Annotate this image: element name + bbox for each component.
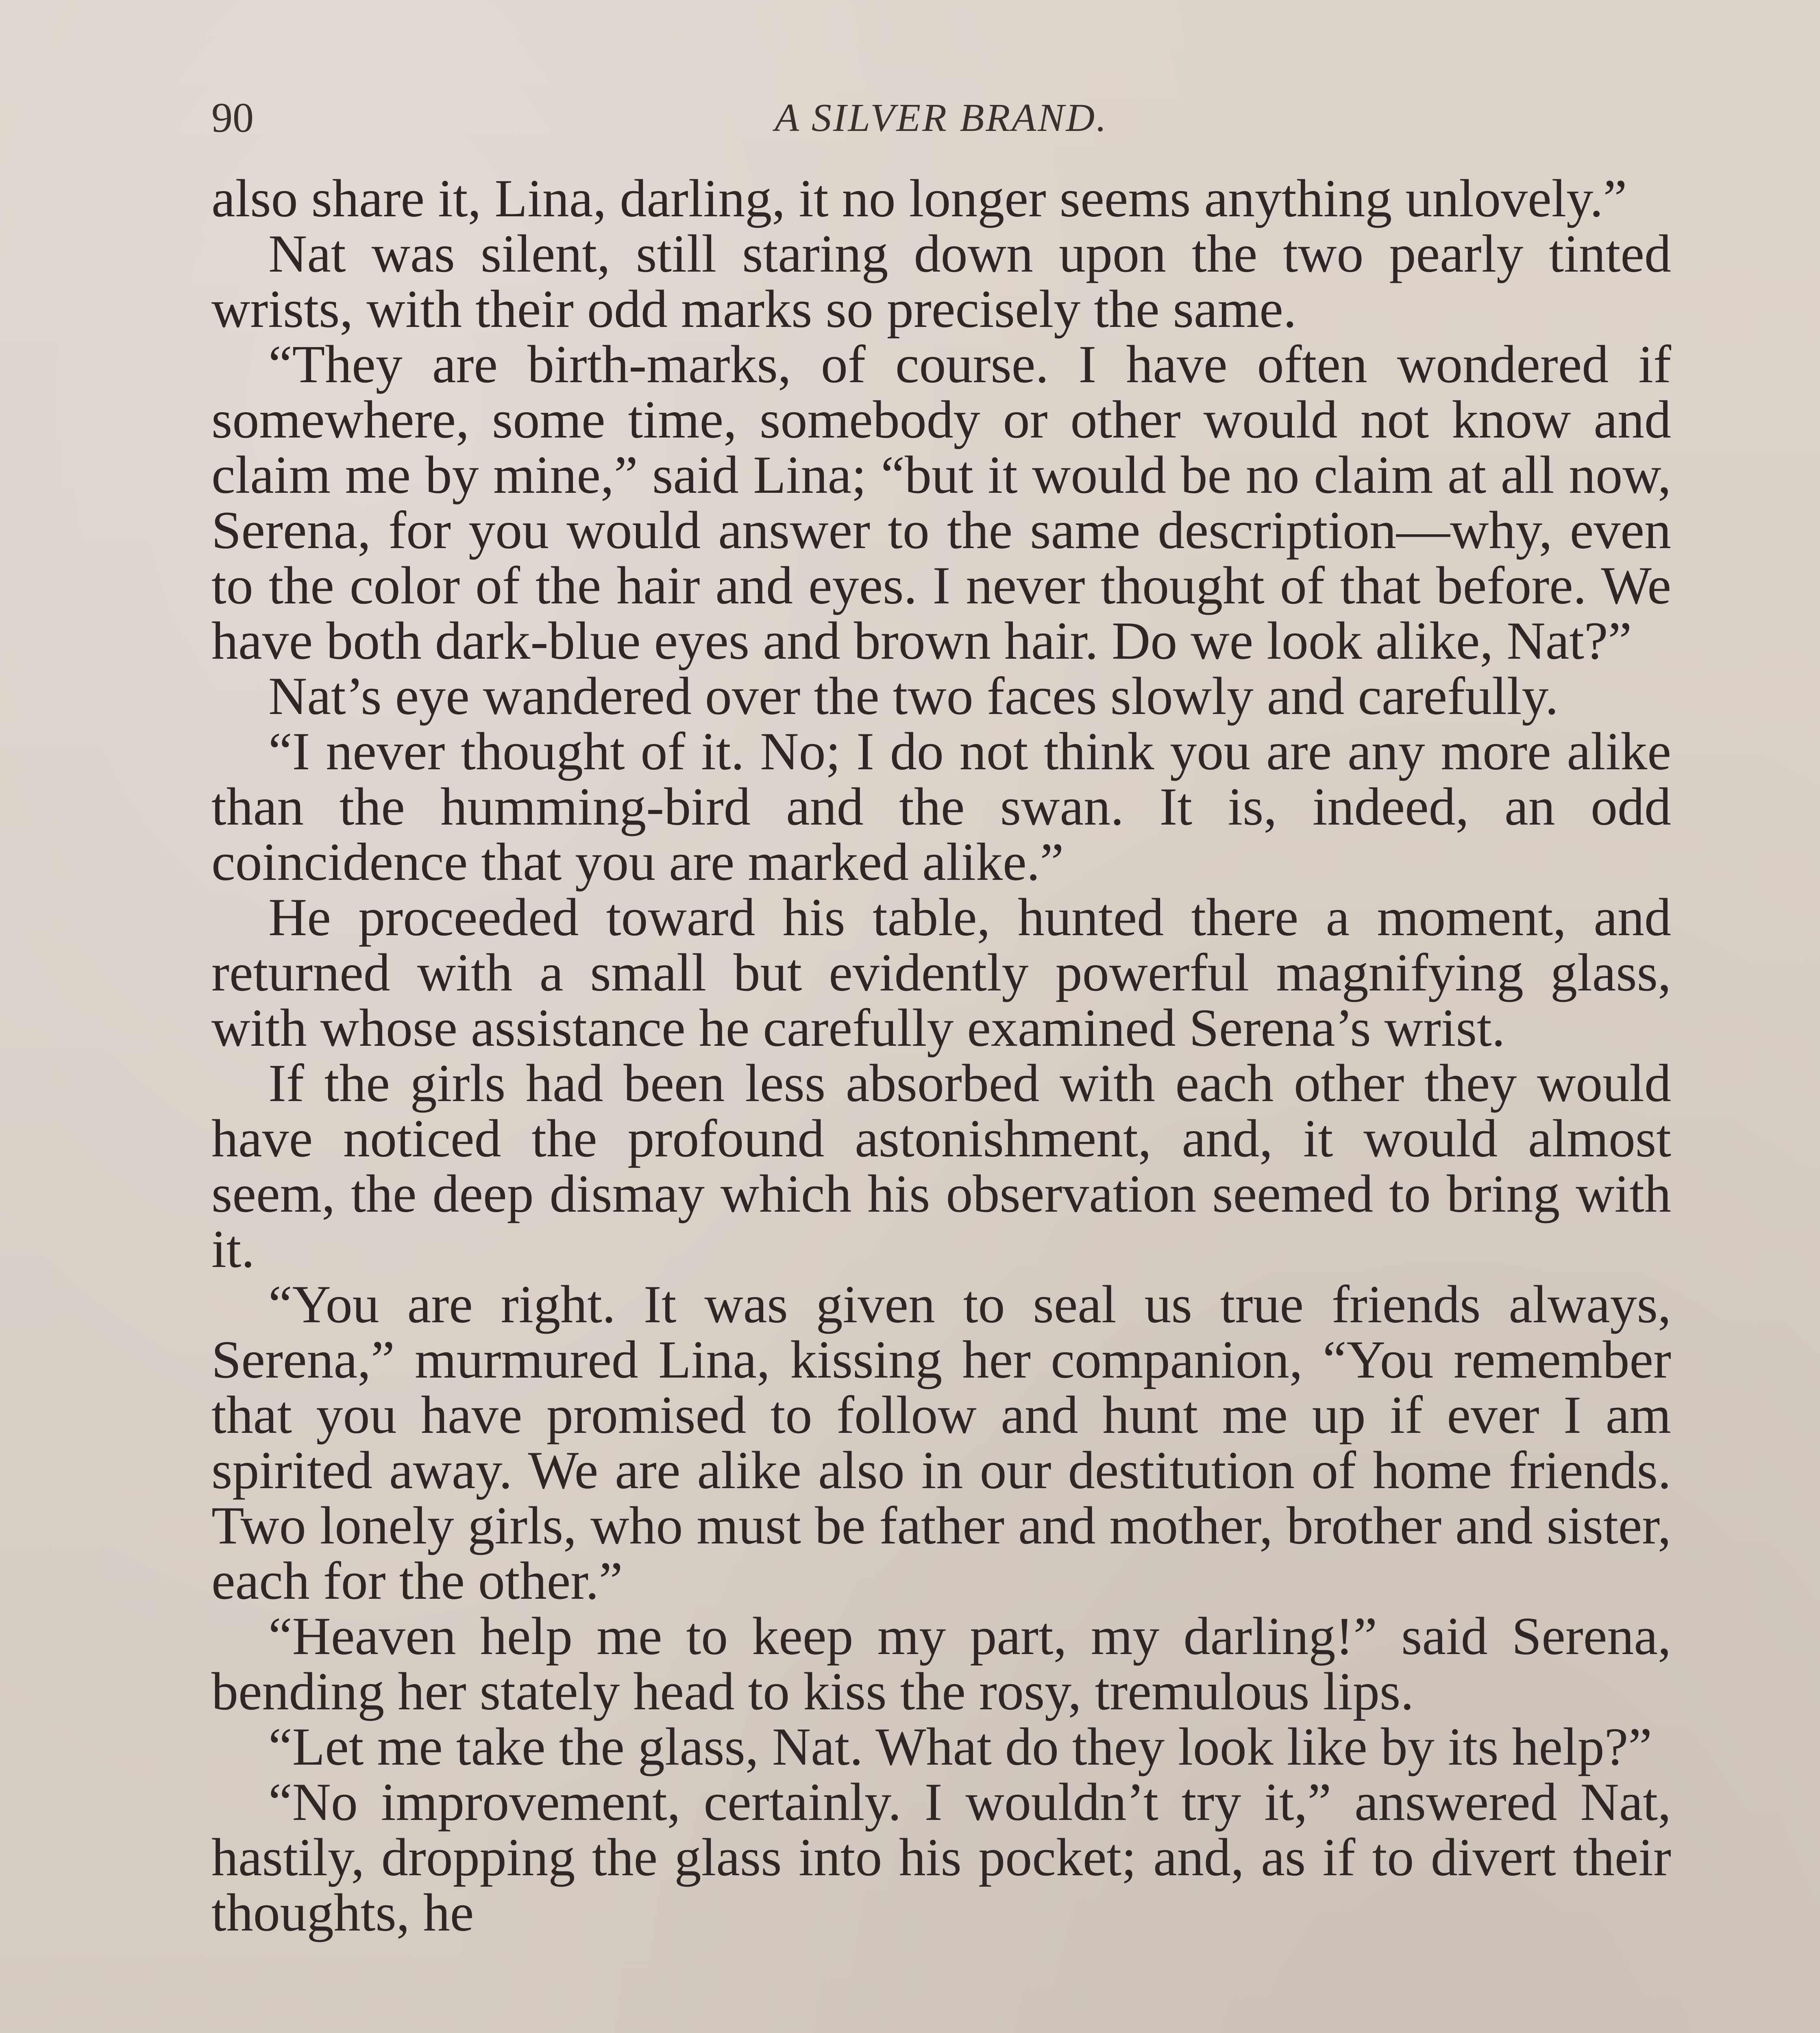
paragraph: also share it, Lina, darling, it no longer seems anything unlovely.” [211,168,1627,228]
running-title: A SILVER BRAND. [775,96,1108,140]
paragraph: “Let me take the glass, Nat. What do they look like by its help?” [268,1717,1652,1776]
paragraph: “You are right. It was given to seal us true friends always, Serena,” murmured Lina, kissing her companion, “You remember that you have promised to follow and hunt me up if ever I am spirited away. We are alike also in our destitution of home friends. Two lonely girls, who must be father and mother, brother and sister, each for the other.” [211,1274,1671,1611]
paragraph: “No improvement, certainly. I wouldn’t try it,” answered Nat, hastily, dropping the glass into his pocket; and, as if to divert their thoughts, he [211,1772,1671,1942]
paragraph: “I never thought of it. No; I do not think you are any more alike than the humming-bird and the swan. It is, indeed, an odd coincidence that you are marked alike.” [211,721,1671,892]
page-number: 90 [211,94,254,141]
paragraph: If the girls had been less absorbed with each other they would have noticed the profound astonishment, and, it would almost seem, the deep dismay which his observation seemed to bring with it. [211,1053,1671,1279]
body-text [211,168,1671,1942]
paragraph: Nat was silent, still staring down upon the two pearly tinted wrists, with their odd marks so precisely the same. [211,224,1671,339]
paragraph: “They are birth-marks, of course. I have often wondered if somewhere, some time, somebody or other would not know and claim me by mine,” said Lina; “but it would be no claim at all now, Serena, for you would answer to the same description—why, even to the color of the hair and eyes. I never thought of that before. We have both dark-blue eyes and brown hair. Do we look alike, Nat?” [211,334,1671,670]
page-header [211,87,1671,148]
paragraph: “Heaven help me to keep my part, my darling!” said Serena, bending her stately head to kiss the rosy, tremulous lips. [211,1606,1671,1721]
paragraph: He proceeded toward his table, hunted there a moment, and returned with a small but evidently powerful magnifying glass, with whose assistance he carefully examined Serena’s wrist. [211,887,1671,1058]
paragraph: Nat’s eye wandered over the two faces slowly and carefully. [268,666,1559,726]
